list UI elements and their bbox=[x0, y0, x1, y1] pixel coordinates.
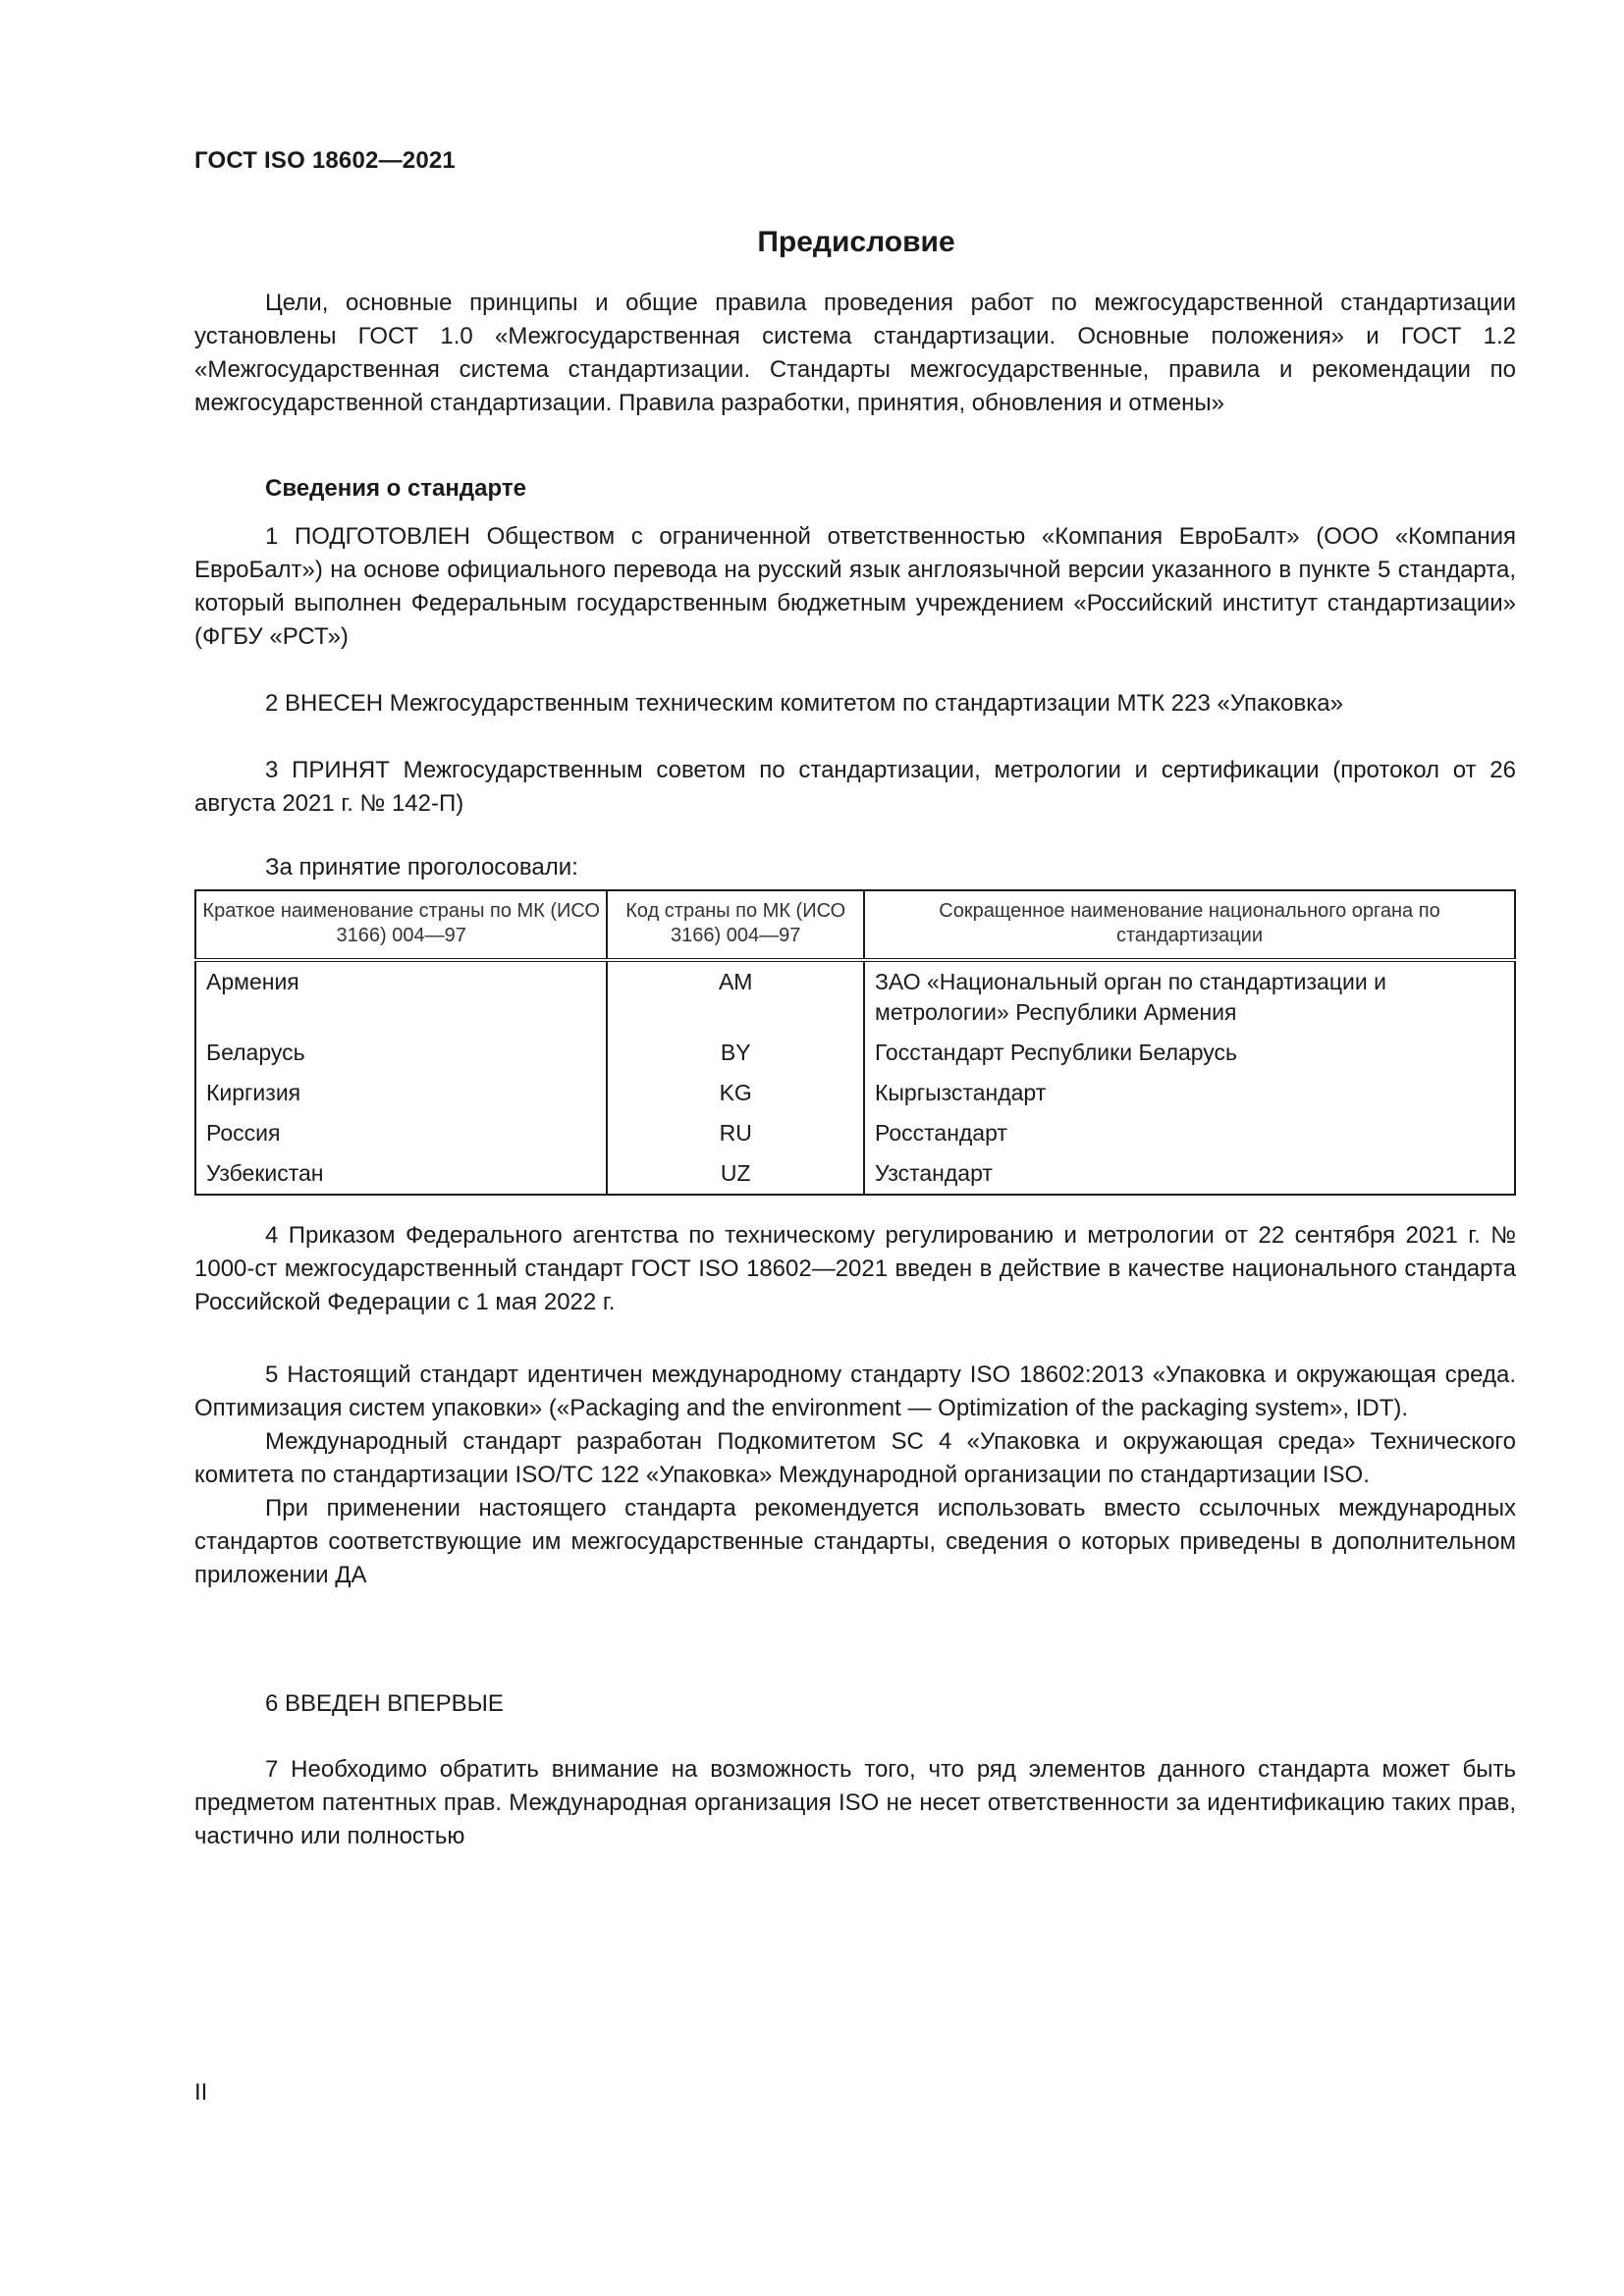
item-2 bbox=[194, 687, 1516, 721]
page-title: Предисловие bbox=[757, 226, 955, 258]
item-4-text: 4 Приказом Федерального агентства по техническому регулированию и метрологии от 22 сентября 2021 г. № 1000-ст межгосударственный стандарт ГОСТ ISO 18602—2021 введен в действие в качестве национального стандарта Российской Федерации с 1 мая 2022 г. bbox=[194, 1222, 1516, 1315]
item-4 bbox=[194, 1219, 1516, 1319]
table-row bbox=[195, 1073, 1515, 1113]
section-subheading: Сведения о стандарте bbox=[265, 475, 526, 502]
country-cell: Узбекистан bbox=[195, 1153, 607, 1195]
item-2-text: 2 ВНЕСЕН Межгосударственным техническим комитетом по стандартизации МТК 223 «Упаковка» bbox=[265, 690, 1343, 717]
vote-caption: За принятие проголосовали: bbox=[265, 854, 578, 881]
column-header-country: Краткое наименование страны по МК (ИСО 3166) 004—97 bbox=[195, 890, 607, 960]
country-cell: Армения bbox=[195, 960, 607, 1033]
document-header: ГОСТ ISO 18602—2021 bbox=[194, 147, 456, 174]
intro-text: Цели, основные принципы и общие правила проведения работ по межгосударственной стандартизации установлены ГОСТ 1.0 «Межгосударственная система стандартизации. Основные положения» и ГОСТ 1.2 «Межгосударственная система стандартизации. Стандарты межгосударственные, правила и рекомендации по межгосударственной стандартизации. Правила разработки, принятия, обновления и отмены» bbox=[194, 290, 1516, 416]
voting-table bbox=[194, 889, 1516, 1196]
column-header-code: Код страны по МК (ИСО 3166) 004—97 bbox=[607, 890, 864, 960]
table-header-row bbox=[195, 890, 1515, 960]
code-cell: AM bbox=[607, 960, 864, 1033]
item-3-text: 3 ПРИНЯТ Межгосударственным советом по стандартизации, метрологии и сертификации (протокол от 26 августа 2021 г. № 142-П) bbox=[194, 757, 1516, 817]
body-cell: Кыргызстандарт bbox=[864, 1073, 1515, 1113]
body-cell: Узстандарт bbox=[864, 1153, 1515, 1195]
body-cell: Госстандарт Республики Беларусь bbox=[864, 1033, 1515, 1073]
code-cell: KG bbox=[607, 1073, 864, 1113]
table-row bbox=[195, 1033, 1515, 1073]
item-5 bbox=[194, 1359, 1516, 1592]
table-row bbox=[195, 1153, 1515, 1195]
page-number: II bbox=[194, 2079, 208, 2106]
intro-paragraph bbox=[194, 287, 1516, 420]
item-3 bbox=[194, 754, 1516, 821]
item-5-text: 5 Настоящий стандарт идентичен международному стандарту ISO 18602:2013 «Упаковка и окружающая среда. Оптимизация систем упаковки» («Packaging and the environment — Optimization of the packaging system», IDT). bbox=[194, 1362, 1516, 1421]
code-cell: RU bbox=[607, 1113, 864, 1153]
item-5-paragraph-2: Международный стандарт разработан Подкомитетом SC 4 «Упаковка и окружающая среда» Технического комитета по стандартизации ISO/TC 122 «Упаковка» Международной организации по стандартизации ISO. bbox=[194, 1428, 1516, 1488]
item-1-text: 1 ПОДГОТОВЛЕН Обществом с ограниченной ответственностью «Компания ЕвроБалт» (ООО «Компания ЕвроБалт») на основе официального перевода на русский язык англоязычной версии указанного в пункте 5 стандарта, который выполнен Федеральным государственным бюджетным учреждением «Российский институт стандартизации» (ФГБУ «РСТ») bbox=[194, 523, 1516, 650]
body-cell: ЗАО «Национальный орган по стандартизации и метрологии» Республики Армения bbox=[864, 960, 1515, 1033]
country-cell: Беларусь bbox=[195, 1033, 607, 1073]
body-cell: Росстандарт bbox=[864, 1113, 1515, 1153]
table-row bbox=[195, 960, 1515, 1033]
table-row bbox=[195, 1113, 1515, 1153]
item-5-paragraph-3: При применении настоящего стандарта рекомендуется использовать вместо ссылочных международных стандартов соответствующие им межгосударственные стандарты, сведения о которых приведены в дополнительном приложении ДА bbox=[194, 1495, 1516, 1588]
country-cell: Киргизия bbox=[195, 1073, 607, 1113]
item-1 bbox=[194, 520, 1516, 654]
item-7-text: 7 Необходимо обратить внимание на возможность того, что ряд элементов данного стандарта может быть предметом патентных прав. Международная организация ISO не несет ответственности за идентификацию таких прав, частично или полностью bbox=[194, 1756, 1516, 1849]
item-6: 6 ВВЕДЕН ВПЕРВЫЕ bbox=[265, 1690, 504, 1717]
country-cell: Россия bbox=[195, 1113, 607, 1153]
code-cell: BY bbox=[607, 1033, 864, 1073]
column-header-body: Сокращенное наименование национального органа по стандартизации bbox=[864, 890, 1515, 960]
item-7 bbox=[194, 1753, 1516, 1853]
code-cell: UZ bbox=[607, 1153, 864, 1195]
